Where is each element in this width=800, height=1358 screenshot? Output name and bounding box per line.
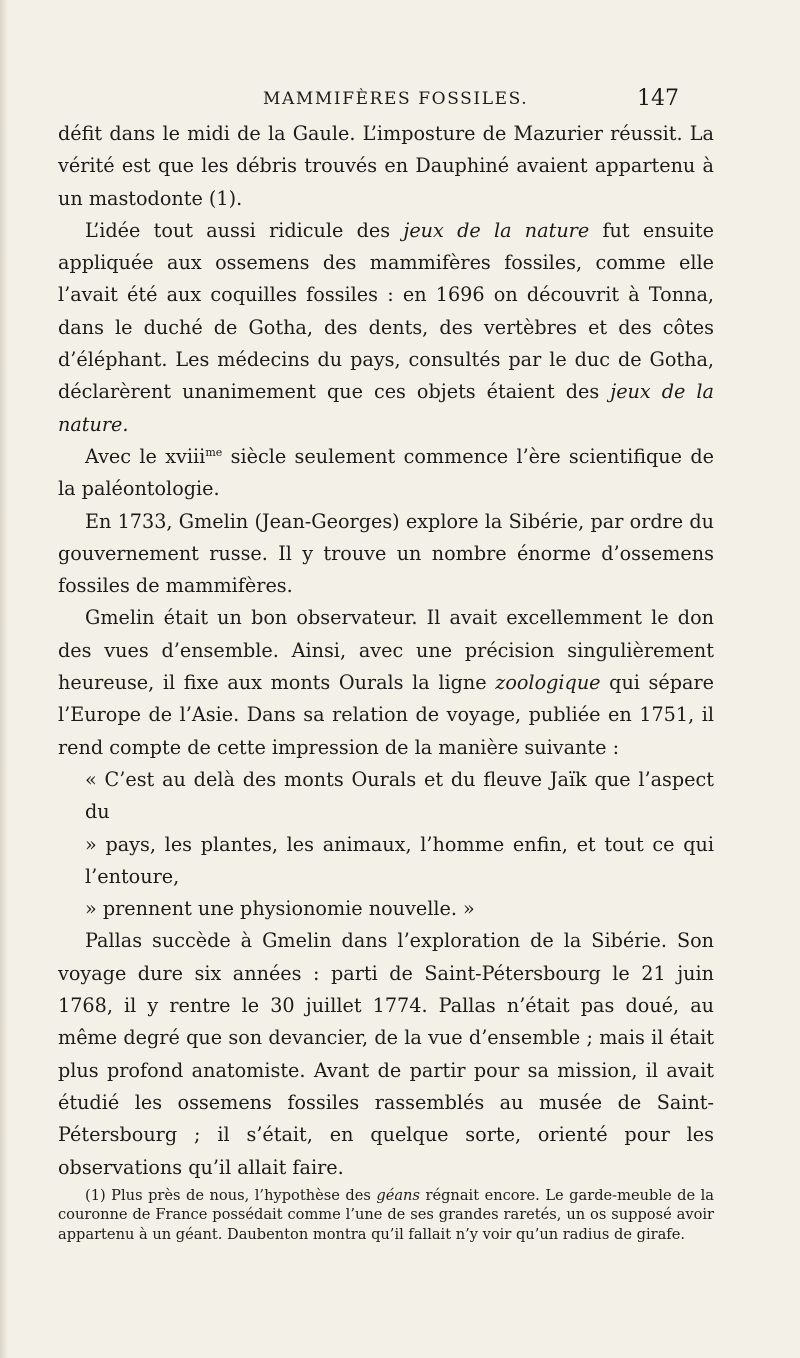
quote-line-2: » pays, les plantes, les animaux, l’homme enfin, et tout ce qui l’entoure, [85, 832, 714, 888]
footnote [58, 1186, 714, 1244]
footnote-part-2: régnait encore. Le garde-meuble de la couronne de France possédait comme l’une de ses grandes raretés, un os supposé avoir appartenu à un géant. Daubenton montra qu’il fallait n’y voir qu’un radius de girafe. [58, 1187, 714, 1243]
page-number: 147 [637, 86, 679, 111]
page-edge-shadow [0, 0, 8, 1358]
paragraph-2-italic-2: jeux de la nature. [58, 380, 714, 436]
paragraph-3-part-2: siècle seulement commence l’ère scientifique de la paléontologie. [58, 444, 715, 501]
paragraph-3-part-1: Avec le xviii [85, 444, 206, 468]
footnote-italic: géans [376, 1187, 420, 1204]
paragraph-4: En 1733, Gmelin (Jean-Georges) explore la Sibérie, par ordre du gouvernement russe. Il y trouve un nombre énorme d’ossemens fossiles de mammifères. [58, 509, 714, 598]
body-text [58, 118, 714, 1184]
quote-line-1: « C’est au delà des monts Ourals et du fleuve Jaïk que l’aspect du [85, 767, 714, 824]
running-title: MAMMIFÈRES FOSSILES. [263, 89, 529, 109]
paragraph-5 [58, 602, 714, 763]
paragraph-5-part-2: qui sépare l’Europe de l’Asie. Dans sa relation de voyage, publiée en 1751, il rend compte de cette impression de la manière suivante : [58, 671, 714, 759]
paragraph-2-part-1: L’idée tout aussi ridicule des [85, 218, 404, 242]
page-header [0, 86, 800, 116]
paragraph-1: défit dans le midi de la Gaule. L’imposture de Mazurier réussit. La vérité est que les débris trouvés en Dauphiné avaient appartenu à un mastodonte (1). [58, 122, 714, 210]
paragraph-2-part-2: fut ensuite appliquée aux ossemens des mammifères fossiles, comme elle l’avait été aux coquilles fossiles : en 1696 on découvrit à Tonna, dans le duché de Gotha, des dents, des vertèbres et des côtes d’éléphant. Les médecins du pays, consultés par le duc de Gotha, déclarèrent unanimement que ces objets étaient des [58, 218, 714, 404]
paragraph-5-italic: zoologique [495, 671, 601, 695]
paragraph-5-part-1: Gmelin était un bon observateur. Il avait excellemment le don des vues d’ensemble. Ainsi, avec une précision singulièrement heureuse, il fixe aux monts Ourals la ligne [58, 606, 714, 695]
paragraph-6: Pallas succède à Gmelin dans l’exploration de la Sibérie. Son voyage dure six années : parti de Saint-Pétersbourg le 21 juin 1768, il y rentre le 30 juillet 1774. Pallas n’était pas doué, au même degré que son devancier, de la vue d’ensemble ; mais il était plus profond anatomiste. Avant de partir pour sa mission, il avait étudié les ossemens fossiles rassemblés au musée de Saint-Pétersbourg ; il s’était, en quelque sorte, orienté pour les observations qu’il allait faire. [58, 929, 714, 1179]
paragraph-3-superscript: me [205, 445, 223, 459]
paragraph-2-italic-1: jeux de la nature [403, 218, 590, 242]
footnote-part-1: (1) Plus près de nous, l’hypothèse des [85, 1187, 377, 1204]
paragraph-2 [58, 215, 714, 441]
quote-line-3: » prennent une physionomie nouvelle. » [85, 897, 475, 921]
paragraph-3 [58, 441, 714, 506]
